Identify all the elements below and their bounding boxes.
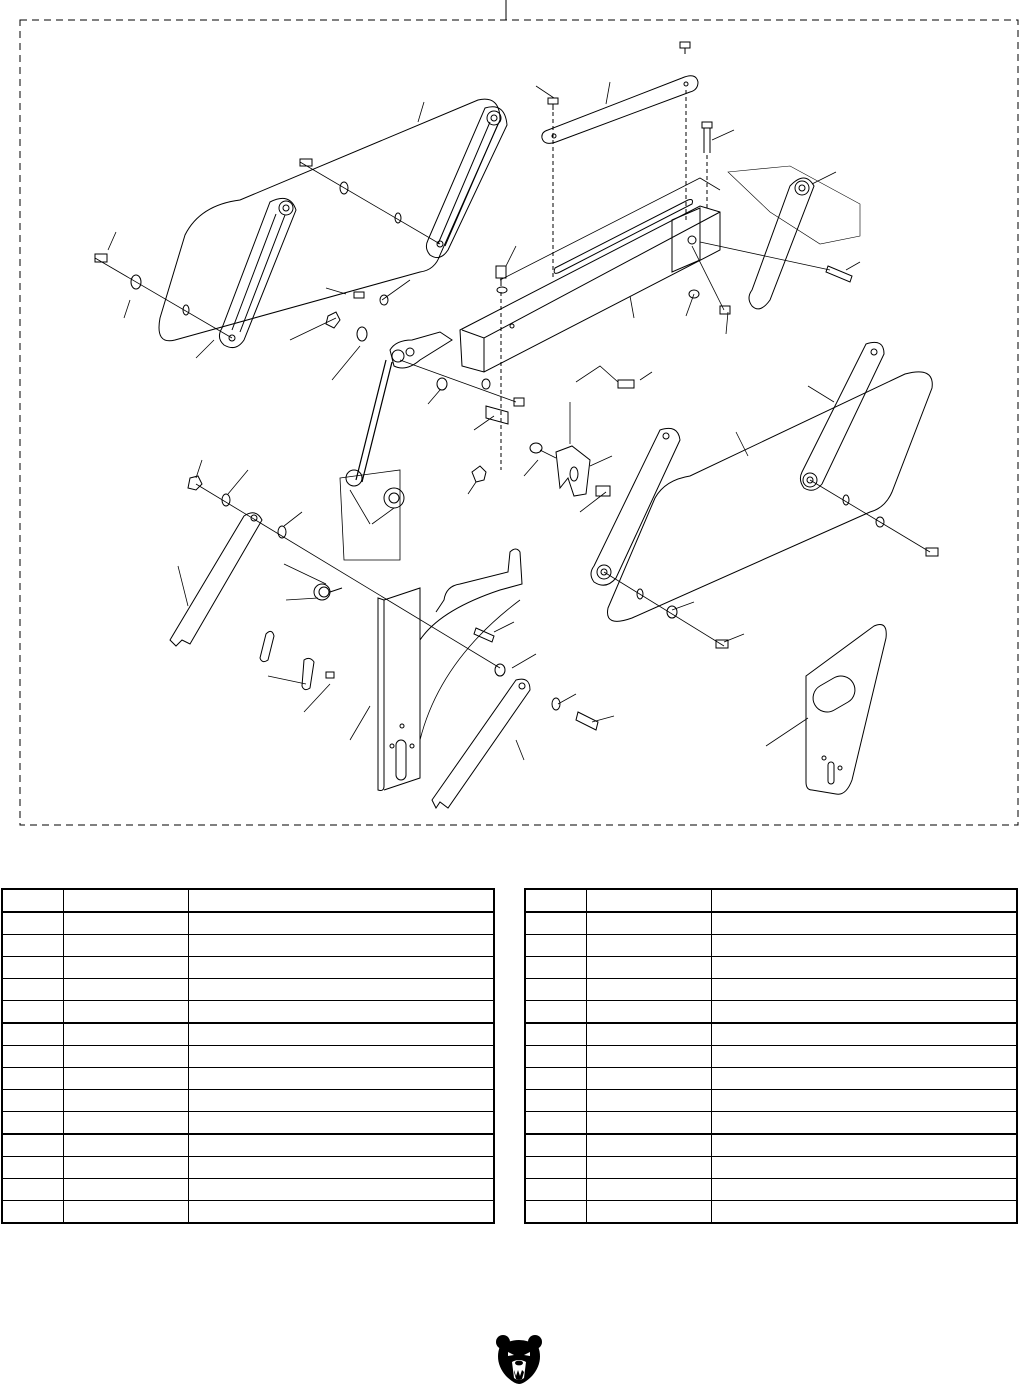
table-row bbox=[2, 1201, 494, 1224]
table-row bbox=[525, 1201, 1017, 1224]
cell bbox=[587, 935, 712, 957]
pivot-arm-right-front bbox=[591, 428, 680, 585]
table-row bbox=[2, 957, 494, 979]
cell bbox=[64, 1046, 189, 1068]
table-row bbox=[2, 1134, 494, 1157]
table-row bbox=[525, 1023, 1017, 1046]
cell bbox=[712, 1023, 1018, 1046]
tie-rod bbox=[356, 360, 386, 480]
cell bbox=[587, 1112, 712, 1135]
cell bbox=[64, 1201, 189, 1224]
rear-pivot-link bbox=[749, 178, 814, 309]
diagram-dashed-border bbox=[20, 20, 1018, 825]
bracket bbox=[556, 446, 590, 496]
latch-right bbox=[302, 658, 314, 689]
table-row bbox=[525, 1090, 1017, 1112]
table-row bbox=[525, 1046, 1017, 1068]
pivot-arm-right-rear bbox=[800, 342, 884, 490]
cell bbox=[2, 1046, 64, 1068]
table-row bbox=[2, 1068, 494, 1090]
table-header-row bbox=[525, 889, 1017, 912]
cell bbox=[64, 1023, 189, 1046]
cell bbox=[587, 1023, 712, 1046]
cell bbox=[712, 1134, 1018, 1157]
cell bbox=[189, 1046, 495, 1068]
header-description bbox=[189, 889, 495, 912]
cell bbox=[189, 1090, 495, 1112]
cell bbox=[2, 1112, 64, 1135]
cell bbox=[189, 1068, 495, 1090]
table-row bbox=[2, 1090, 494, 1112]
parts-table-left bbox=[1, 888, 495, 1224]
cell bbox=[712, 979, 1018, 1001]
cell bbox=[587, 1179, 712, 1201]
riving-knife-bracket bbox=[378, 598, 384, 791]
cell bbox=[2, 957, 64, 979]
cell bbox=[2, 979, 64, 1001]
cell bbox=[712, 912, 1018, 935]
cell bbox=[712, 1179, 1018, 1201]
table-row bbox=[2, 1112, 494, 1135]
bear-head-logo-icon bbox=[494, 1332, 544, 1384]
cell bbox=[64, 1134, 189, 1157]
cell bbox=[525, 912, 587, 935]
cell bbox=[2, 1134, 64, 1157]
cell bbox=[712, 935, 1018, 957]
cell bbox=[587, 1134, 712, 1157]
table-row bbox=[525, 1157, 1017, 1179]
cell bbox=[525, 1068, 587, 1090]
cell bbox=[525, 1046, 587, 1068]
cell bbox=[2, 1001, 64, 1024]
table-row bbox=[525, 957, 1017, 979]
table-row bbox=[2, 1179, 494, 1201]
table-row bbox=[2, 1046, 494, 1068]
cell bbox=[64, 1068, 189, 1090]
cell bbox=[525, 935, 587, 957]
cell bbox=[712, 1201, 1018, 1224]
cell bbox=[525, 1023, 587, 1046]
cell bbox=[189, 1112, 495, 1135]
cell bbox=[712, 1112, 1018, 1135]
cell bbox=[189, 1001, 495, 1024]
cell bbox=[525, 1179, 587, 1201]
table-row bbox=[525, 979, 1017, 1001]
cell bbox=[587, 1046, 712, 1068]
cell bbox=[525, 957, 587, 979]
cell bbox=[587, 957, 712, 979]
cell bbox=[64, 912, 189, 935]
table-row bbox=[525, 1112, 1017, 1135]
cell bbox=[2, 1179, 64, 1201]
cell bbox=[64, 1001, 189, 1024]
cell bbox=[2, 1068, 64, 1090]
guard-plate-left bbox=[159, 99, 500, 341]
table-row bbox=[2, 912, 494, 935]
table-row bbox=[2, 1023, 494, 1046]
cell bbox=[64, 957, 189, 979]
table-row bbox=[2, 1001, 494, 1024]
table-row bbox=[2, 1157, 494, 1179]
spring bbox=[314, 584, 342, 600]
cell bbox=[712, 1068, 1018, 1090]
table-row bbox=[525, 1001, 1017, 1024]
table-row bbox=[2, 979, 494, 1001]
cell bbox=[189, 912, 495, 935]
table-row bbox=[525, 912, 1017, 935]
cell bbox=[712, 1046, 1018, 1068]
table-row bbox=[525, 1068, 1017, 1090]
table-row bbox=[525, 935, 1017, 957]
cell bbox=[2, 1201, 64, 1224]
cell bbox=[525, 1001, 587, 1024]
cell bbox=[64, 1157, 189, 1179]
cell bbox=[712, 1001, 1018, 1024]
pivot-arm-left-front bbox=[219, 198, 296, 347]
cell bbox=[525, 1157, 587, 1179]
cell bbox=[64, 1112, 189, 1135]
cell bbox=[525, 1201, 587, 1224]
cell bbox=[189, 1157, 495, 1179]
cell bbox=[525, 1090, 587, 1112]
top-link-bar bbox=[542, 76, 698, 144]
cell bbox=[587, 1068, 712, 1090]
latch-left bbox=[260, 631, 274, 661]
parts-table-right bbox=[524, 888, 1018, 1224]
cell bbox=[712, 1157, 1018, 1179]
cell bbox=[712, 1090, 1018, 1112]
cell bbox=[587, 912, 712, 935]
table-row bbox=[525, 1179, 1017, 1201]
cell bbox=[189, 1179, 495, 1201]
cell bbox=[587, 1090, 712, 1112]
cell bbox=[712, 957, 1018, 979]
table-row bbox=[525, 1134, 1017, 1157]
cell bbox=[64, 935, 189, 957]
cell bbox=[2, 1157, 64, 1179]
cell bbox=[189, 957, 495, 979]
table-row bbox=[2, 935, 494, 957]
cell bbox=[2, 935, 64, 957]
cell bbox=[64, 1179, 189, 1201]
pivot-arm-left-rear bbox=[426, 107, 507, 258]
cell bbox=[587, 1001, 712, 1024]
cell bbox=[189, 979, 495, 1001]
header-ref bbox=[2, 889, 64, 912]
guard-plate-right bbox=[608, 372, 933, 621]
header-description bbox=[712, 889, 1018, 912]
cell bbox=[2, 1023, 64, 1046]
cell bbox=[587, 979, 712, 1001]
cell bbox=[189, 1134, 495, 1157]
header-ref bbox=[525, 889, 587, 912]
header-part-number bbox=[587, 889, 712, 912]
pawl-left bbox=[170, 513, 262, 646]
cell bbox=[525, 1112, 587, 1135]
main-beam bbox=[460, 206, 720, 372]
pawl-right bbox=[432, 679, 530, 808]
cell bbox=[525, 1134, 587, 1157]
cell bbox=[189, 1023, 495, 1046]
cell bbox=[587, 1201, 712, 1224]
cell bbox=[189, 935, 495, 957]
cell bbox=[525, 979, 587, 1001]
cell bbox=[2, 912, 64, 935]
cell bbox=[64, 1090, 189, 1112]
cell bbox=[64, 979, 189, 1001]
cell bbox=[587, 1157, 712, 1179]
cell bbox=[2, 1090, 64, 1112]
cell bbox=[189, 1201, 495, 1224]
header-part-number bbox=[64, 889, 189, 912]
table-header-row bbox=[2, 889, 494, 912]
